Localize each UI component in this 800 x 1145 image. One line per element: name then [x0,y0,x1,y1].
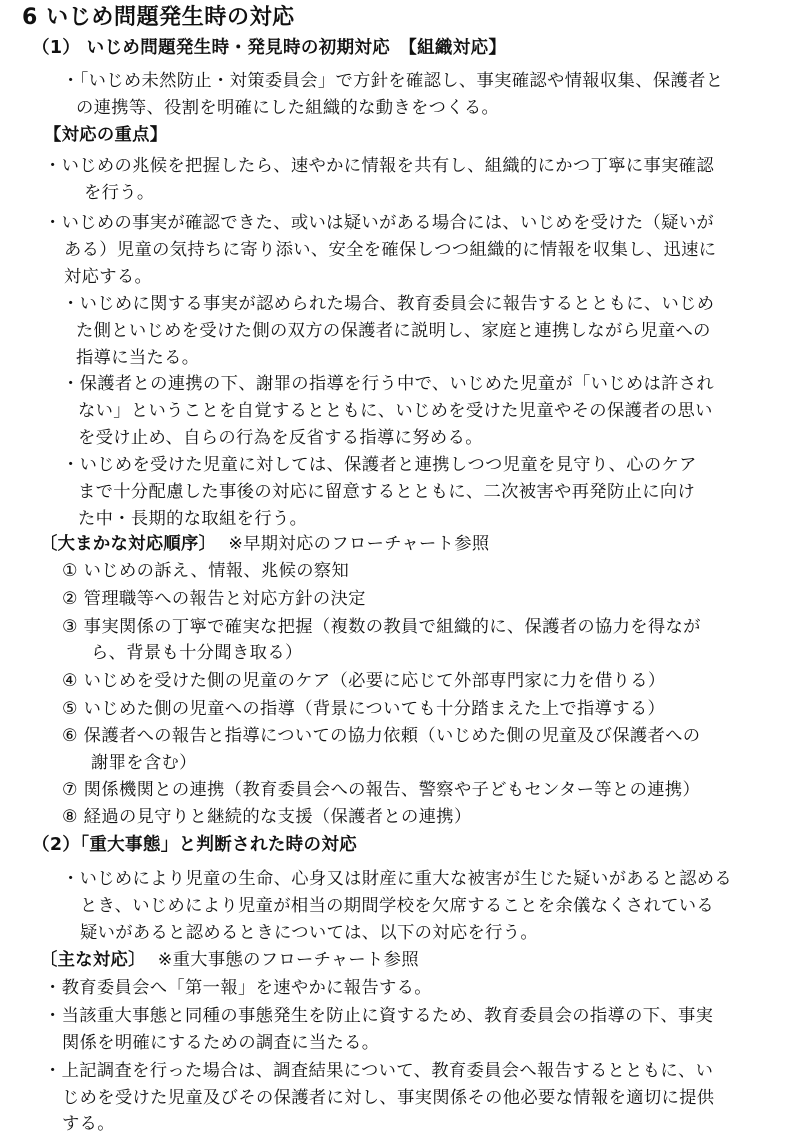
point-line: た側といじめを受けた側の双方の保護者に説明し、家庭と連携しながら児童への [76,321,711,341]
page-title: 6 いじめ問題発生時の対応 [22,5,295,30]
main-response-line: ・教育委員会へ「第一報」を速やかに報告する。 [44,978,432,998]
point-line: 指導に当たる。 [76,348,200,368]
order-heading [40,533,489,555]
section-2-heading: （2）「重大事態」と判断された時の対応 [32,835,358,855]
point-line: ・いじめの事実が確認できた、或いは疑いがある場合には、いじめを受けた（疑いが [44,213,714,233]
main-response-line: ・当該重大事態と同種の事態発生を防止に資するため、教育委員会の指導の下、事実 [44,1006,714,1026]
order-step: ⑥ 保護者への報告と指導についての協力依頼（いじめた側の児童及び保護者への [62,726,701,746]
main-response-label: 〔主な対応〕 [40,950,146,970]
main-response-note: ※重大事態のフローチャート参照 [157,950,419,970]
point-line: た中・長期的な取組を行う。 [78,509,308,529]
point-line: ・保護者との連携の下、謝罪の指導を行う中で、いじめた児童が「いじめは許され [62,374,715,394]
section-2-intro-line: 疑いがあると認めるときについては、以下の対応を行う。 [80,923,539,943]
main-response-line: 関係を明確にするための調査に当たる。 [62,1033,380,1053]
order-step: ら、背景も十分聞き取る） [91,643,303,663]
point-line: ・いじめの兆候を把握したら、速やかに情報を共有し、組織的にかつ丁寧に事実確認 [44,156,714,176]
point-line: まで十分配慮した事後の対応に留意するとともに、二次被害や再発防止に向け [78,482,696,502]
order-step: ④ いじめを受けた側の児童のケア（必要に応じて外部専門家に力を借りる） [62,671,666,691]
order-heading-note: ※早期対応のフローチャート参照 [228,534,490,554]
main-response-line: じめを受けた児童及びその保護者に対し、事実関係その他必要な情報を適切に提供 [62,1088,715,1108]
section-1-intro-line: の連携等、役割を明確にした組織的な動きをつくる。 [76,98,500,118]
point-line: ある）児童の気持ちに寄り添い、安全を確保しつつ組織的に情報を収集し、迅速に [64,240,717,260]
point-line: 対応する。 [64,267,153,287]
section-2-intro-line: とき、いじめにより児童が相当の期間学校を欠席することを余儀なくされている [80,896,715,916]
order-step: ③ 事実関係の丁寧で確実な把握（複数の教員で組織的に、保護者の協力を得なが [62,617,701,637]
main-response-line: ・上記調査を行った場合は、調査結果について、教育委員会へ報告するとともに、い [44,1061,714,1081]
order-step: 謝罪を含む） [91,753,197,773]
order-step: ① いじめの訴え、情報、兆候の察知 [62,561,350,581]
order-step: ⑦ 関係機関との連携（教育委員会への報告、警察や子どもセンター等との連携） [62,780,701,800]
order-step: ⑧ 経過の見守りと継続的な支援（保護者との連携） [62,807,472,827]
order-step: ⑤ いじめた側の児童への指導（背景についても十分踏まえた上で指導する） [62,699,666,719]
order-step: ② 管理職等への報告と対応方針の決定 [62,589,366,609]
point-line: ・いじめに関する事実が認められた場合、教育委員会に報告するとともに、いじめ [62,294,715,314]
section-2-intro-line: ・いじめにより児童の生命、心身又は財産に重大な被害が生じた疑いがあると認める [62,869,732,889]
points-heading: 【対応の重点】 [44,125,168,145]
point-line: ない」ということを自覚するとともに、いじめを受けた児童やその保護者の思い [78,401,713,421]
main-response-heading [40,949,419,971]
point-line: を受け止め、自らの行為を反省する指導に努める。 [78,428,483,448]
point-line: を行う。 [84,183,155,203]
section-1-heading: （1） いじめ問題発生時・発見時の初期対応 【組織対応】 [32,38,507,58]
order-heading-label: 〔大まかな対応順序〕 [40,534,217,554]
point-line: ・いじめを受けた児童に対しては、保護者と連携しつつ児童を見守り、心のケア [62,455,697,475]
main-response-line: する。 [62,1114,115,1134]
section-1-intro-line: ・「いじめ未然防止・対策委員会」で方針を確認し、事実確認や情報収集、保護者と [62,71,724,91]
